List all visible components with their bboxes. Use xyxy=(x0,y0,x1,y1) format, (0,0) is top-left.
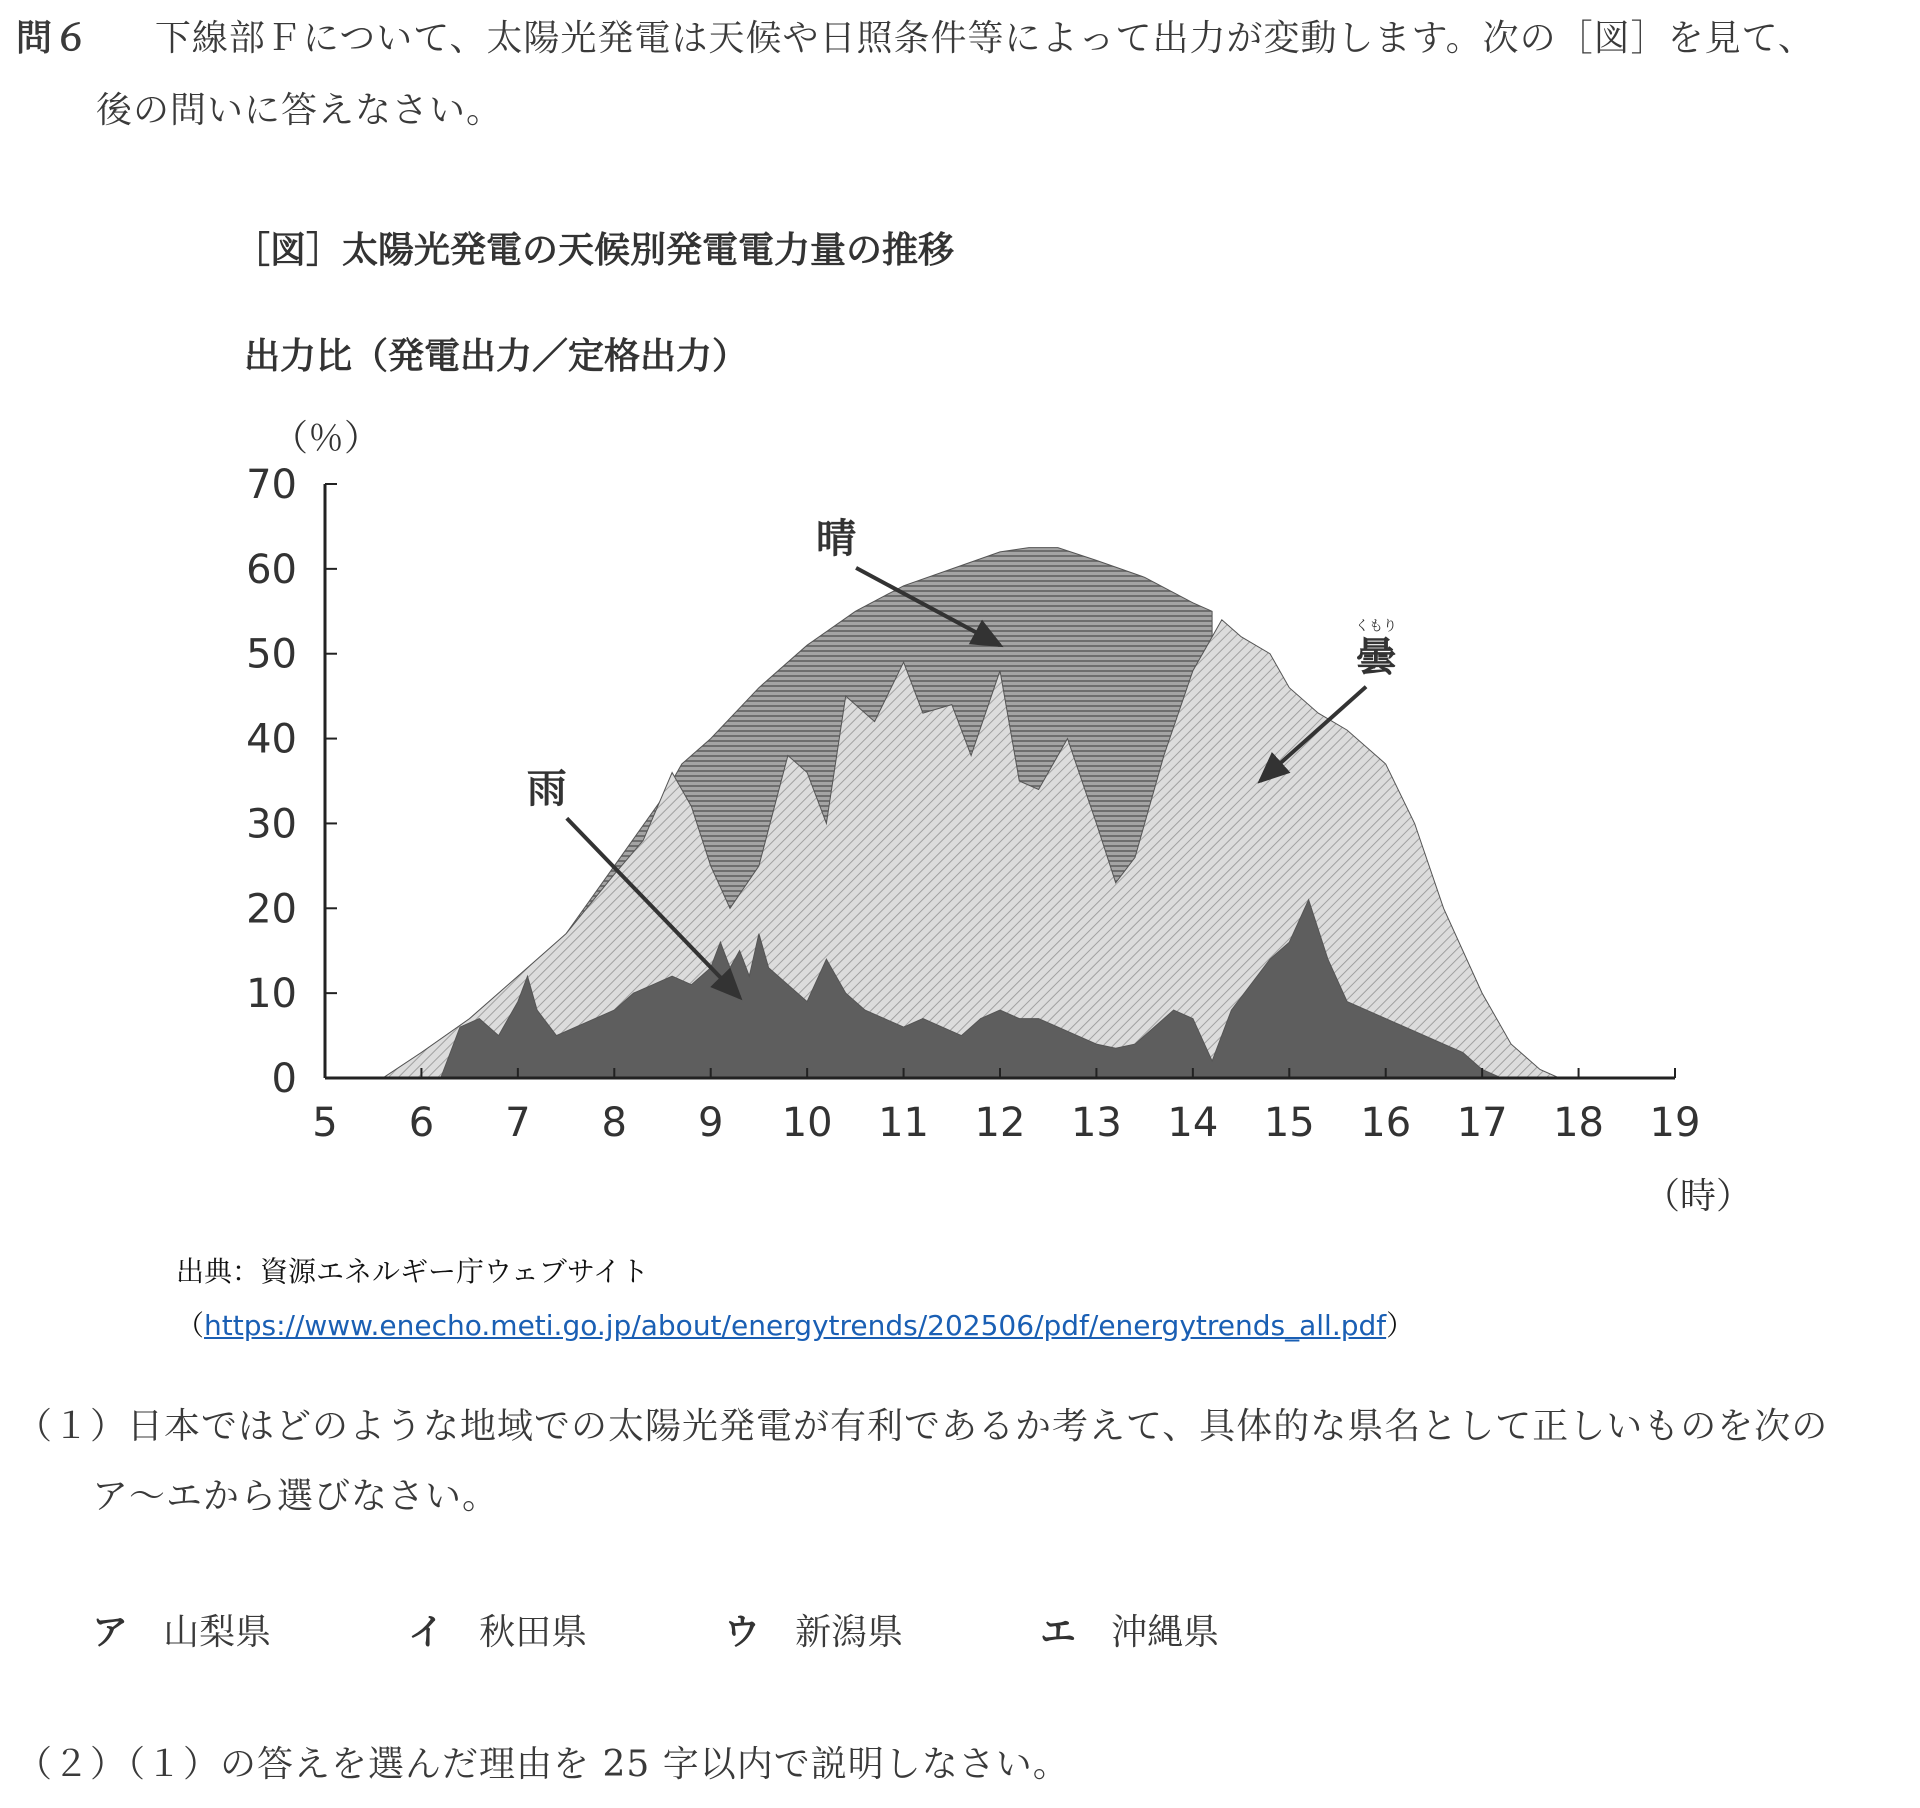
choice-e[interactable] xyxy=(1040,1604,1219,1655)
label-cloudy: 曇 xyxy=(1356,634,1397,681)
question-text-line1: 下線部Ｆについて、太陽光発電は天候や日照条件等によって出力が変動します。次の［図］を見て、 xyxy=(154,18,1815,59)
x-tick-label: 13 xyxy=(1070,1100,1122,1146)
y-axis-unit: （％） xyxy=(272,418,381,459)
label-rain: 雨 xyxy=(526,766,567,813)
source-label: 出典：資源エネルギー庁ウェブサイト xyxy=(176,1255,649,1288)
y-tick-label: 0 xyxy=(271,1056,297,1102)
x-tick-label: 10 xyxy=(781,1100,833,1146)
subquestion-2-text: （１）の答えを選んだ理由を 25 字以内で説明しなさい。 xyxy=(127,1744,1070,1785)
x-tick-label: 12 xyxy=(974,1100,1026,1146)
choice-i[interactable] xyxy=(408,1604,587,1655)
choice-e-text: 沖縄県 xyxy=(1111,1612,1220,1653)
y-tick-label: 70 xyxy=(246,462,297,508)
x-tick-label: 9 xyxy=(697,1100,724,1146)
choice-a-text: 山梨県 xyxy=(163,1612,272,1653)
source-close-paren: ） xyxy=(1386,1309,1415,1342)
x-axis-unit: （時） xyxy=(1644,1176,1753,1217)
x-tick-label: 15 xyxy=(1263,1100,1315,1146)
x-tick-label: 14 xyxy=(1167,1100,1219,1146)
label-sunny: 晴 xyxy=(816,515,857,562)
subquestion-1-line2: ア～エから選びなさい。 xyxy=(92,1476,500,1517)
label-cloudy-ruby: くもり xyxy=(1355,618,1398,635)
x-tick-label: 11 xyxy=(878,1100,930,1146)
subquestion-1-line1: 日本ではどのような地域での太陽光発電が有利であるか考えて、具体的な県名として正しいものを次の xyxy=(127,1406,1829,1447)
subquestion-1-number: （１） xyxy=(16,1406,128,1447)
choice-u-letter: ウ xyxy=(724,1612,761,1653)
subquestion-2 xyxy=(16,1736,1070,1787)
y-tick-label: 40 xyxy=(246,716,297,763)
x-tick-label: 8 xyxy=(601,1100,628,1146)
x-tick-label: 19 xyxy=(1649,1100,1701,1146)
subquestion-1 xyxy=(16,1398,1828,1449)
y-tick-label: 20 xyxy=(246,886,297,933)
x-tick-label: 7 xyxy=(505,1100,531,1146)
source-open-paren: （ xyxy=(176,1309,205,1342)
figure-caption: ［図］太陽光発電の天候別発電電力量の推移 xyxy=(234,230,955,271)
choice-e-letter: エ xyxy=(1040,1612,1077,1653)
source-url-line xyxy=(176,1304,1414,1344)
subquestion-2-number: （２） xyxy=(16,1744,128,1785)
y-tick-label: 30 xyxy=(246,801,297,848)
question-number: 問６ xyxy=(16,17,91,59)
y-tick-label: 50 xyxy=(246,631,297,678)
question-text-line2: 後の問いに答えなさい。 xyxy=(96,90,504,131)
choice-u[interactable] xyxy=(724,1604,903,1655)
choice-u-text: 新潟県 xyxy=(795,1612,904,1653)
x-tick-label: 16 xyxy=(1360,1100,1412,1146)
choice-a[interactable] xyxy=(92,1604,271,1655)
choice-i-text: 秋田県 xyxy=(479,1612,588,1653)
y-tick-label: 60 xyxy=(246,546,297,593)
x-tick-label: 17 xyxy=(1456,1100,1508,1146)
x-tick-label: 6 xyxy=(408,1100,435,1146)
y-axis-label: 出力比（発電出力／定格出力） xyxy=(244,336,749,377)
choice-i-letter: イ xyxy=(408,1612,445,1653)
x-tick-label: 18 xyxy=(1553,1100,1605,1146)
source-link[interactable]: https://www.enecho.meti.go.jp/about/energytrends/202506/pdf/energytrends_all.pdf xyxy=(204,1309,1387,1342)
y-tick-label: 10 xyxy=(246,971,297,1018)
x-tick-label: 5 xyxy=(312,1100,338,1146)
choice-a-letter: ア xyxy=(92,1612,129,1653)
